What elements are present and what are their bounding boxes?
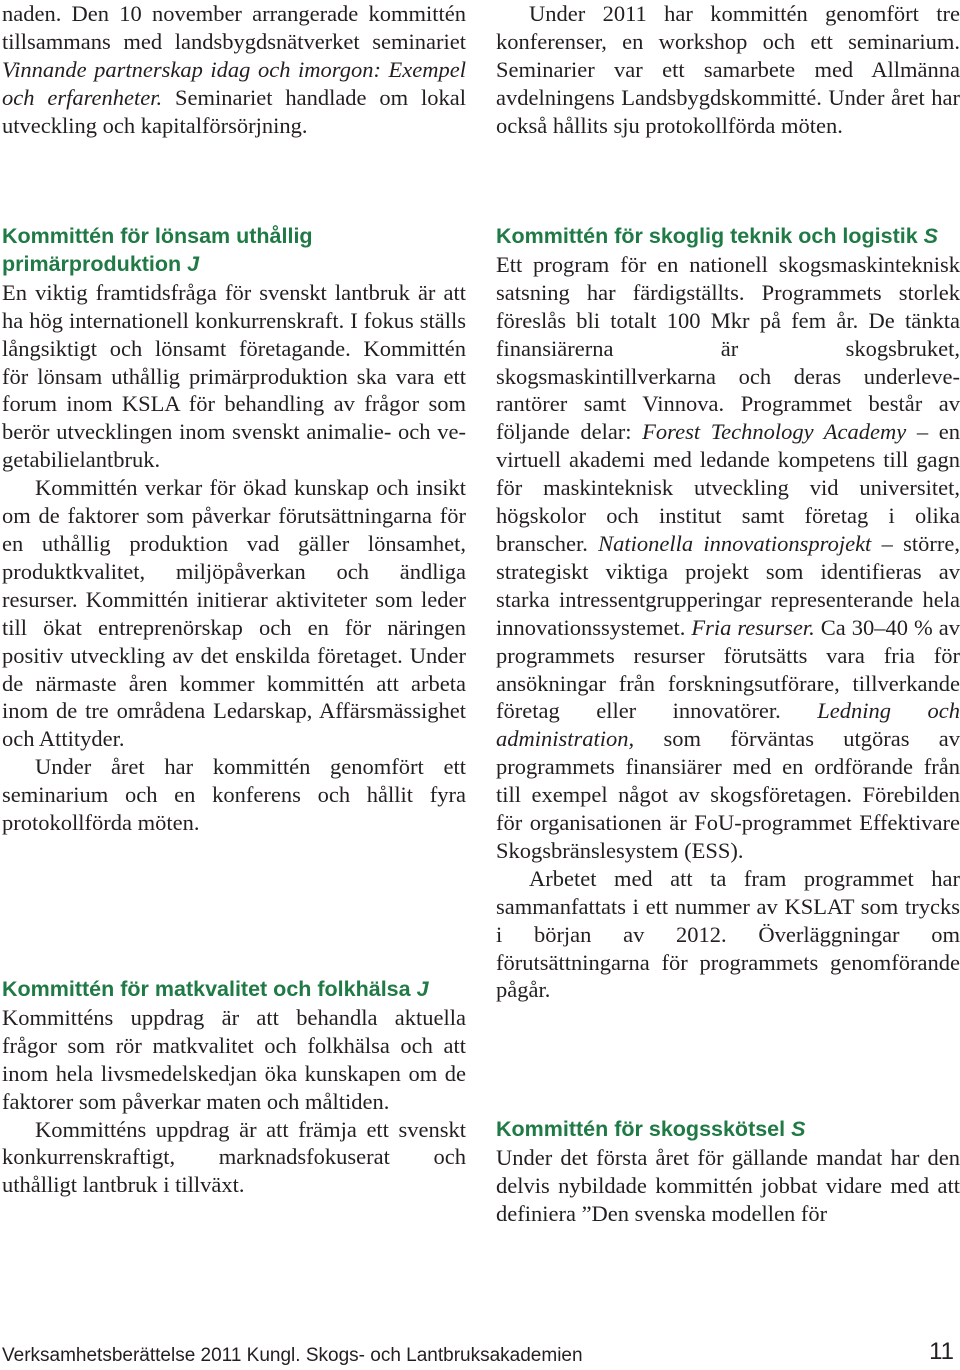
section-matkvalitet-folkhalsa — [2, 976, 466, 1199]
section-paragraph: Kommittén verkar för ökad kunskap och insikt om de faktorer som påverkar förutsättningarna för en uthållig produktion vad gäller lönsamhet, produktkvalitet, miljöpåverkan och ändliga resurser. Kommittén initierar aktiviteter som leder till ökat entreprenörskap och en för näringen positiv utveckling av det enskilda företaget. Under de närmaste åren kommer kommittén att arbeta inom de tre områdena Ledarskap, Affärsmässighet och Attityder. — [2, 475, 466, 752]
section-heading — [496, 1116, 960, 1144]
section-heading-text: Kommittén för matkvalitet och folkhälsa — [2, 977, 411, 1001]
section-heading — [496, 223, 960, 251]
section-tag: J — [416, 977, 429, 1001]
left-intro-paragraph — [2, 0, 466, 140]
paragraph-text: – en virtuell akademi med ledande kompetens till gagn för maskinteknisk utveckling vid universitet, högskolor och institut samt företag i olika branscher. — [496, 419, 960, 556]
footer-publication-title: Verksamhetsberättelse 2011 Kungl. Skogs- och Lantbruksakademien — [2, 1345, 583, 1366]
section-tag: S — [923, 224, 939, 248]
section-heading-text: Kommittén för skoglig teknik och logistik — [496, 224, 918, 248]
program-part-title: Fria resurser. — [691, 614, 815, 640]
page-number: 11 — [929, 1338, 954, 1365]
section-paragraph: Kommitténs uppdrag är att främja ett svenskt konkurrenskraftigt, marknadsfokuserat och uthålligt lantbruk i tillväxt. — [2, 1116, 466, 1198]
program-part-title: Nationella innovationsprojekt — [598, 530, 872, 556]
section-heading-text: Kommittén för lönsam uthållig primärproduktion — [2, 224, 313, 276]
right-intro — [496, 0, 960, 140]
section-lonsam-uthallig-primarproduktion — [2, 223, 466, 837]
paragraph-text: som förväntas utgöras av programmets finansiärer med en ordförande från till exempel något av skogsföretagen. Förebilden för organisationen är FoU-programmet Effektivare Skogsbränslesystem (ESS). — [496, 726, 960, 863]
paragraph-text: Ca 30–40 % av programmets resurser förutsätts vara fria för ansökningar från forskningsutförare, tillverkande företag eller innovatörer. — [496, 614, 960, 724]
section-tag: S — [791, 1117, 806, 1141]
section-skoglig-teknik-logistik — [496, 223, 960, 1004]
left-intro-text-b: Seminariet handlade om lokal utveckling och kapitalförsörjning. — [2, 84, 467, 138]
section-paragraph: Under det första året för gällande mandat har den delvis nybildade kommittén jobbat vidare med att definiera ”Den svenska modellen för — [496, 1144, 960, 1226]
section-paragraph — [496, 251, 960, 865]
program-part-title: Ledning och administration, — [496, 698, 960, 752]
section-paragraph: Under året har kommittén genomfört ett seminarium och en konferens och hållit fyra protokollförda möten. — [2, 754, 466, 836]
section-paragraph: Kommitténs uppdrag är att behandla aktuella frågor som rör matkvalitet och folkhälsa och att inom hela livsmedelskedjan öka kunskapen om de faktorer som påverkar maten och måltiden. — [2, 1004, 466, 1114]
seminar-title: Vinnande partnerskap idag och imorgon: Exempel och erfarenheter. — [2, 56, 466, 110]
section-skogsskotsel — [496, 1116, 960, 1228]
page-footer — [2, 1338, 956, 1370]
section-heading — [2, 976, 466, 1004]
left-intro-text-a: naden. Den 10 november arrangerade kommittén tillsammans med landsbygdsnätverket seminariet — [2, 1, 466, 54]
section-paragraph: En viktig framtidsfråga för svenskt lantbruk är att ha hög internationell konkurrenskraft. I fokus ställs långsiktigt och lönsamt företagande. Kommittén för lönsam uthållig primärproduktion ska vara ett forum inom KSLA för behandling av frågor som berör utvecklingen inom svenskt animalie- och vegetabilielantbruk. — [2, 279, 466, 473]
section-heading — [2, 223, 466, 279]
section-heading-text: Kommittén för skogsskötsel — [496, 1117, 786, 1141]
paragraph-text: – större, strategiskt viktiga projekt som identifieras av starka intressentgrupperingar representerande hela innovationssystemet. — [496, 530, 960, 640]
paragraph-text: Ett program för en nationell skogsmaskinteknisk satsning har färdigställts. Programmets storlek föreslås bli totalt 100 Mkr på fem år. De tänkta finansiärerna är skogsbruket, skogsmaskintillverkarna och deras underleverantörer samt Vinnova. Programmet består av följande delar: — [496, 251, 960, 445]
program-part-title: Forest Technology Academy — [642, 419, 907, 445]
section-tag: J — [187, 251, 200, 276]
section-paragraph: Arbetet med att ta fram programmet har sammanfattats i ett nummer av KSLAT som trycks i början av 2012. Överläggningar om förutsättningarna för programmets genomförande pågår. — [496, 865, 960, 1003]
left-intro — [2, 0, 466, 140]
right-intro-paragraph: Under 2011 har kommittén genomfört tre konferenser, en workshop och ett seminarium. Seminarier var ett samarbete med Allmänna avdelningens Landsbygdskommitté. Under året har också hållits sju protokollförda möten. — [496, 1, 960, 138]
